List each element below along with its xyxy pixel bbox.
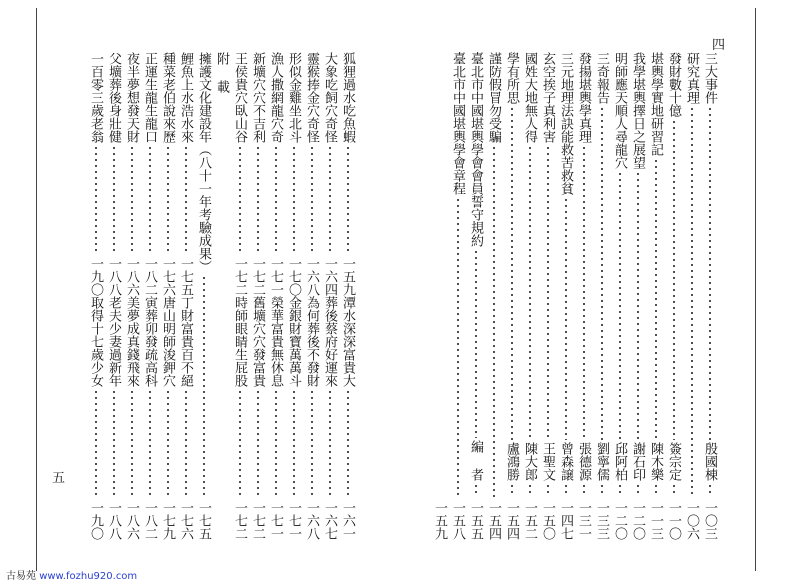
- toc-column: [430, 52, 449, 540]
- toc-entry-page: 一二〇: [612, 501, 627, 540]
- toc-entry-page: 一五二: [522, 501, 537, 540]
- toc-entry-author: 謝石印: [630, 442, 645, 481]
- dot-leader: [601, 483, 603, 497]
- toc-entry-page: 一六七: [322, 501, 337, 540]
- toc-entry-page: 一一三: [648, 501, 663, 540]
- dot-leader: [565, 197, 567, 440]
- dot-leader: [257, 389, 259, 497]
- toc-entry-title: 三奇報告: [594, 52, 609, 104]
- toc-entry-title: 唐山明師浚鉀穴: [160, 296, 175, 387]
- toc-entry-page: 一四七: [558, 501, 573, 540]
- toc-entry-title: 三元地理法訣能救苦救貧: [558, 52, 573, 195]
- toc-entry-page: 一五八: [450, 501, 465, 540]
- toc-column: [284, 52, 303, 540]
- dot-leader: [583, 145, 585, 440]
- appendix-heading: 附 載: [214, 52, 229, 93]
- toc-entry-page: 一七一: [268, 257, 283, 296]
- dot-leader: [601, 106, 603, 440]
- left-page-folio: 五: [52, 471, 66, 486]
- toc-column: [574, 52, 593, 540]
- dot-leader: [709, 483, 711, 497]
- toc-entry-title: 父壙葬後身壯健: [106, 52, 121, 143]
- dot-leader: [131, 389, 133, 497]
- toc-entry-title: 取得十七歲少女: [88, 296, 103, 387]
- dot-leader: [239, 145, 241, 253]
- toc-entry-title: 舊壙穴穴發富貴: [250, 296, 265, 387]
- toc-entry-page: 一八二: [142, 501, 157, 540]
- toc-entry-page: 一七二: [232, 501, 247, 540]
- toc-entry-title: 國姓大地無人得: [522, 52, 537, 143]
- toc-entry-title: 謹防假冒勿受騙: [486, 52, 501, 143]
- dot-leader: [475, 483, 477, 497]
- dot-leader: [293, 389, 295, 497]
- toc-entry-page: 一八二: [142, 257, 157, 296]
- site-name: 古易苑: [6, 571, 36, 582]
- toc-entry-page: 一五九: [340, 257, 355, 296]
- toc-entry-title: 美夢成真錢飛來: [124, 296, 139, 387]
- toc-entry-title: 時師眼睛生屁股: [232, 296, 247, 387]
- toc-column: [502, 52, 521, 540]
- toc-column: [248, 52, 267, 540]
- dot-leader: [347, 389, 349, 497]
- toc-entry-title: 夜半夢想發天財: [124, 52, 139, 143]
- dot-leader: [511, 483, 513, 497]
- toc-entry-title: 玄空挨子真利害: [540, 52, 555, 143]
- toc-entry-page: 一七二: [250, 257, 265, 296]
- toc-entry-author: 邱阿柏: [612, 442, 627, 481]
- toc-entry-author: 劉寧儒: [594, 442, 609, 481]
- toc-entry-title: 寅葬卯發疏高科: [142, 296, 157, 387]
- toc-column: [628, 52, 647, 540]
- toc-entry-title: 丁財富貴百不絕: [178, 296, 193, 387]
- dot-leader: [619, 483, 621, 497]
- dot-leader: [131, 145, 133, 253]
- toc-entry-title: 金銀財寶萬萬斗: [286, 296, 301, 387]
- toc-entry-page: 一八八: [106, 501, 121, 540]
- page-edge-left: [36, 8, 37, 571]
- toc-entry-title: 大象吃飼穴奇怪: [322, 52, 337, 143]
- toc-column: [484, 52, 503, 540]
- toc-entry-page: 一七二: [232, 257, 247, 296]
- dot-leader: [329, 145, 331, 253]
- toc-column: [448, 52, 467, 540]
- dot-leader: [167, 145, 169, 253]
- toc-entry-author: 盧鴻勝: [504, 442, 519, 481]
- dot-leader: [167, 389, 169, 497]
- toc-entry-page: 一七一: [286, 501, 301, 540]
- toc-column: [338, 52, 357, 540]
- toc-entry-title: 王侯貴穴臥山谷: [232, 52, 247, 143]
- dot-leader: [637, 483, 639, 497]
- toc-entry-page: 一七九: [160, 501, 175, 540]
- dot-leader: [113, 145, 115, 253]
- toc-entry-author: 曾森譲: [558, 442, 573, 481]
- toc-entry-title: 擁護文化建設年（八十一年考驗成果）: [196, 52, 211, 273]
- dot-leader: [95, 389, 97, 497]
- dot-leader: [275, 145, 277, 253]
- dot-leader: [95, 145, 97, 253]
- toc-entry-page: 一五〇: [540, 501, 555, 540]
- toc-entry-page: 一六四: [322, 257, 337, 296]
- toc-entry-title: 研究真理: [684, 52, 699, 104]
- toc-entry-title: 明師應天順人尋龍穴: [612, 52, 627, 169]
- dot-leader: [113, 389, 115, 497]
- toc-column: [664, 52, 683, 540]
- dot-leader: [257, 145, 259, 253]
- toc-column: [682, 52, 701, 540]
- toc-entry-page: 一七六: [178, 501, 193, 540]
- toc-column: [520, 52, 539, 540]
- toc-entry-title: 老夫少妻過新年: [106, 296, 121, 387]
- right-page-folio: 四: [712, 38, 726, 53]
- site-watermark: [6, 567, 137, 582]
- toc-entry-page: 一七六: [160, 257, 175, 296]
- dot-leader: [149, 145, 151, 253]
- toc-entry-title: 發揚堪輿學真理: [576, 52, 591, 143]
- toc-entry-page: 一五四: [486, 501, 501, 540]
- toc-column: [320, 52, 339, 540]
- dot-leader: [275, 389, 277, 497]
- dot-leader: [239, 389, 241, 497]
- toc-entry-title: 潭水深深富貴大: [340, 296, 355, 387]
- dot-leader: [475, 249, 477, 438]
- toc-entry-page: 一六一: [340, 501, 355, 540]
- toc-entry-page: 一〇三: [702, 501, 717, 540]
- dot-leader: [293, 145, 295, 253]
- dot-leader: [655, 483, 657, 497]
- toc-entry-title: 臺北市中國堪輿學會章程: [450, 52, 465, 195]
- toc-entry-page: 一五九: [432, 501, 447, 540]
- dot-leader: [565, 483, 567, 497]
- toc-entry-page: 一七五: [196, 501, 211, 540]
- toc-column: [86, 52, 105, 540]
- dot-leader: [637, 171, 639, 440]
- toc-entry-title: 狐狸過水吃魚蝦: [340, 52, 355, 143]
- toc-entry-title: 鯉魚上水浩水來: [178, 52, 193, 143]
- toc-column: [212, 52, 231, 540]
- dot-leader: [547, 145, 549, 440]
- dot-leader: [673, 119, 675, 440]
- toc-column: [176, 52, 195, 540]
- toc-entry-title: 靈猴捧金穴奇怪: [304, 52, 319, 143]
- dot-leader: [583, 483, 585, 497]
- toc-column: [158, 52, 177, 540]
- toc-column: [700, 52, 719, 540]
- toc-entry-author: 陳木樂: [648, 442, 663, 481]
- toc-entry-title: 發財數十億: [666, 52, 681, 117]
- toc-column: [592, 52, 611, 540]
- toc-column: [104, 52, 123, 540]
- toc-entry-page: 一八六: [124, 257, 139, 296]
- toc-entry-author: 王聖文: [540, 442, 555, 481]
- toc-entry-page: 一五五: [468, 501, 483, 540]
- toc-column: [194, 52, 213, 540]
- toc-entry-page: 一七二: [250, 501, 265, 540]
- toc-entry-title: 漁人撒網龍穴奇: [268, 52, 283, 143]
- toc-column: [646, 52, 665, 540]
- toc-column: [140, 52, 159, 540]
- dot-leader: [493, 145, 495, 497]
- toc-column: [538, 52, 557, 540]
- toc-entry-page: 一〇六: [684, 501, 699, 540]
- toc-entry-page: 一七〇: [286, 257, 301, 296]
- toc-column: [466, 52, 485, 540]
- toc-entry-page: 一九〇: [88, 501, 103, 540]
- toc-entry-author: 張德源: [576, 442, 591, 481]
- dot-leader: [547, 483, 549, 497]
- dot-leader: [185, 145, 187, 253]
- toc-column: [556, 52, 575, 540]
- dot-leader: [619, 171, 621, 440]
- toc-entry-page: 一一〇: [666, 501, 681, 540]
- dot-leader: [185, 389, 187, 497]
- toc-entry-title: 學有所思: [504, 52, 519, 104]
- dot-leader: [529, 145, 531, 440]
- toc-entry-page: 一九〇: [88, 257, 103, 296]
- dot-leader: [311, 389, 313, 497]
- dot-leader: [691, 106, 693, 497]
- site-url: www.fozhu920.com: [39, 571, 138, 582]
- toc-entry-page: 一八六: [124, 501, 139, 540]
- toc-entry-page: 一三三: [594, 501, 609, 540]
- toc-entry-page: 一六八: [304, 257, 319, 296]
- dot-leader: [347, 145, 349, 253]
- dot-leader: [311, 145, 313, 253]
- toc-entry-title: 新壙穴穴不吉利: [250, 52, 265, 143]
- toc-entry-page: 一三一: [576, 501, 591, 540]
- toc-entry-page: 一八八: [106, 257, 121, 296]
- toc-entry-author: 陳大郎: [522, 442, 537, 481]
- toc-entry-page: 一二〇: [630, 501, 645, 540]
- toc-entry-title: 一百零三歲老翁: [88, 52, 103, 143]
- toc-entry-title: 種菜老伯說來歷: [160, 52, 175, 143]
- toc-entry-title: 臺北市中國堪輿學會會員誓守規約: [468, 52, 483, 247]
- dot-leader: [329, 389, 331, 497]
- toc-entry-page: 一七一: [268, 501, 283, 540]
- page-edge-right: [755, 8, 756, 571]
- toc-column: [266, 52, 285, 540]
- toc-entry-title: 堪輿學實地研習記: [648, 52, 663, 156]
- toc-entry-title: 葬後蔡府好運來: [322, 296, 337, 387]
- dot-leader: [203, 275, 205, 497]
- dot-leader: [709, 106, 711, 440]
- dot-leader: [655, 158, 657, 440]
- toc-entry-title: 為何葬後不發財: [304, 296, 319, 387]
- toc-column: [302, 52, 321, 540]
- dot-leader: [529, 483, 531, 497]
- toc-entry-title: 形似金雞坐北斗: [286, 52, 301, 143]
- dot-leader: [511, 106, 513, 440]
- dot-leader: [457, 197, 459, 497]
- toc-column: [610, 52, 629, 540]
- toc-entry-title: 我學堪輿擇日之展望: [630, 52, 645, 169]
- toc-entry-author: 簽宗定: [666, 442, 681, 481]
- toc-entry-author: 編 者: [468, 440, 483, 481]
- toc-entry-page: 一七五: [178, 257, 193, 296]
- toc-entry-title: 榮華富貴無休息: [268, 296, 283, 387]
- toc-column: [122, 52, 141, 540]
- dot-leader: [673, 483, 675, 497]
- toc-entry-title: 三大事件: [702, 52, 717, 104]
- dot-leader: [149, 389, 151, 497]
- toc-entry-page: 一六八: [304, 501, 319, 540]
- toc-column: [230, 52, 249, 540]
- toc-entry-title: 正運生龍生龍口: [142, 52, 157, 143]
- toc-entry-author: 殷國棟: [702, 442, 717, 481]
- toc-entry-page: 一五四: [504, 501, 519, 540]
